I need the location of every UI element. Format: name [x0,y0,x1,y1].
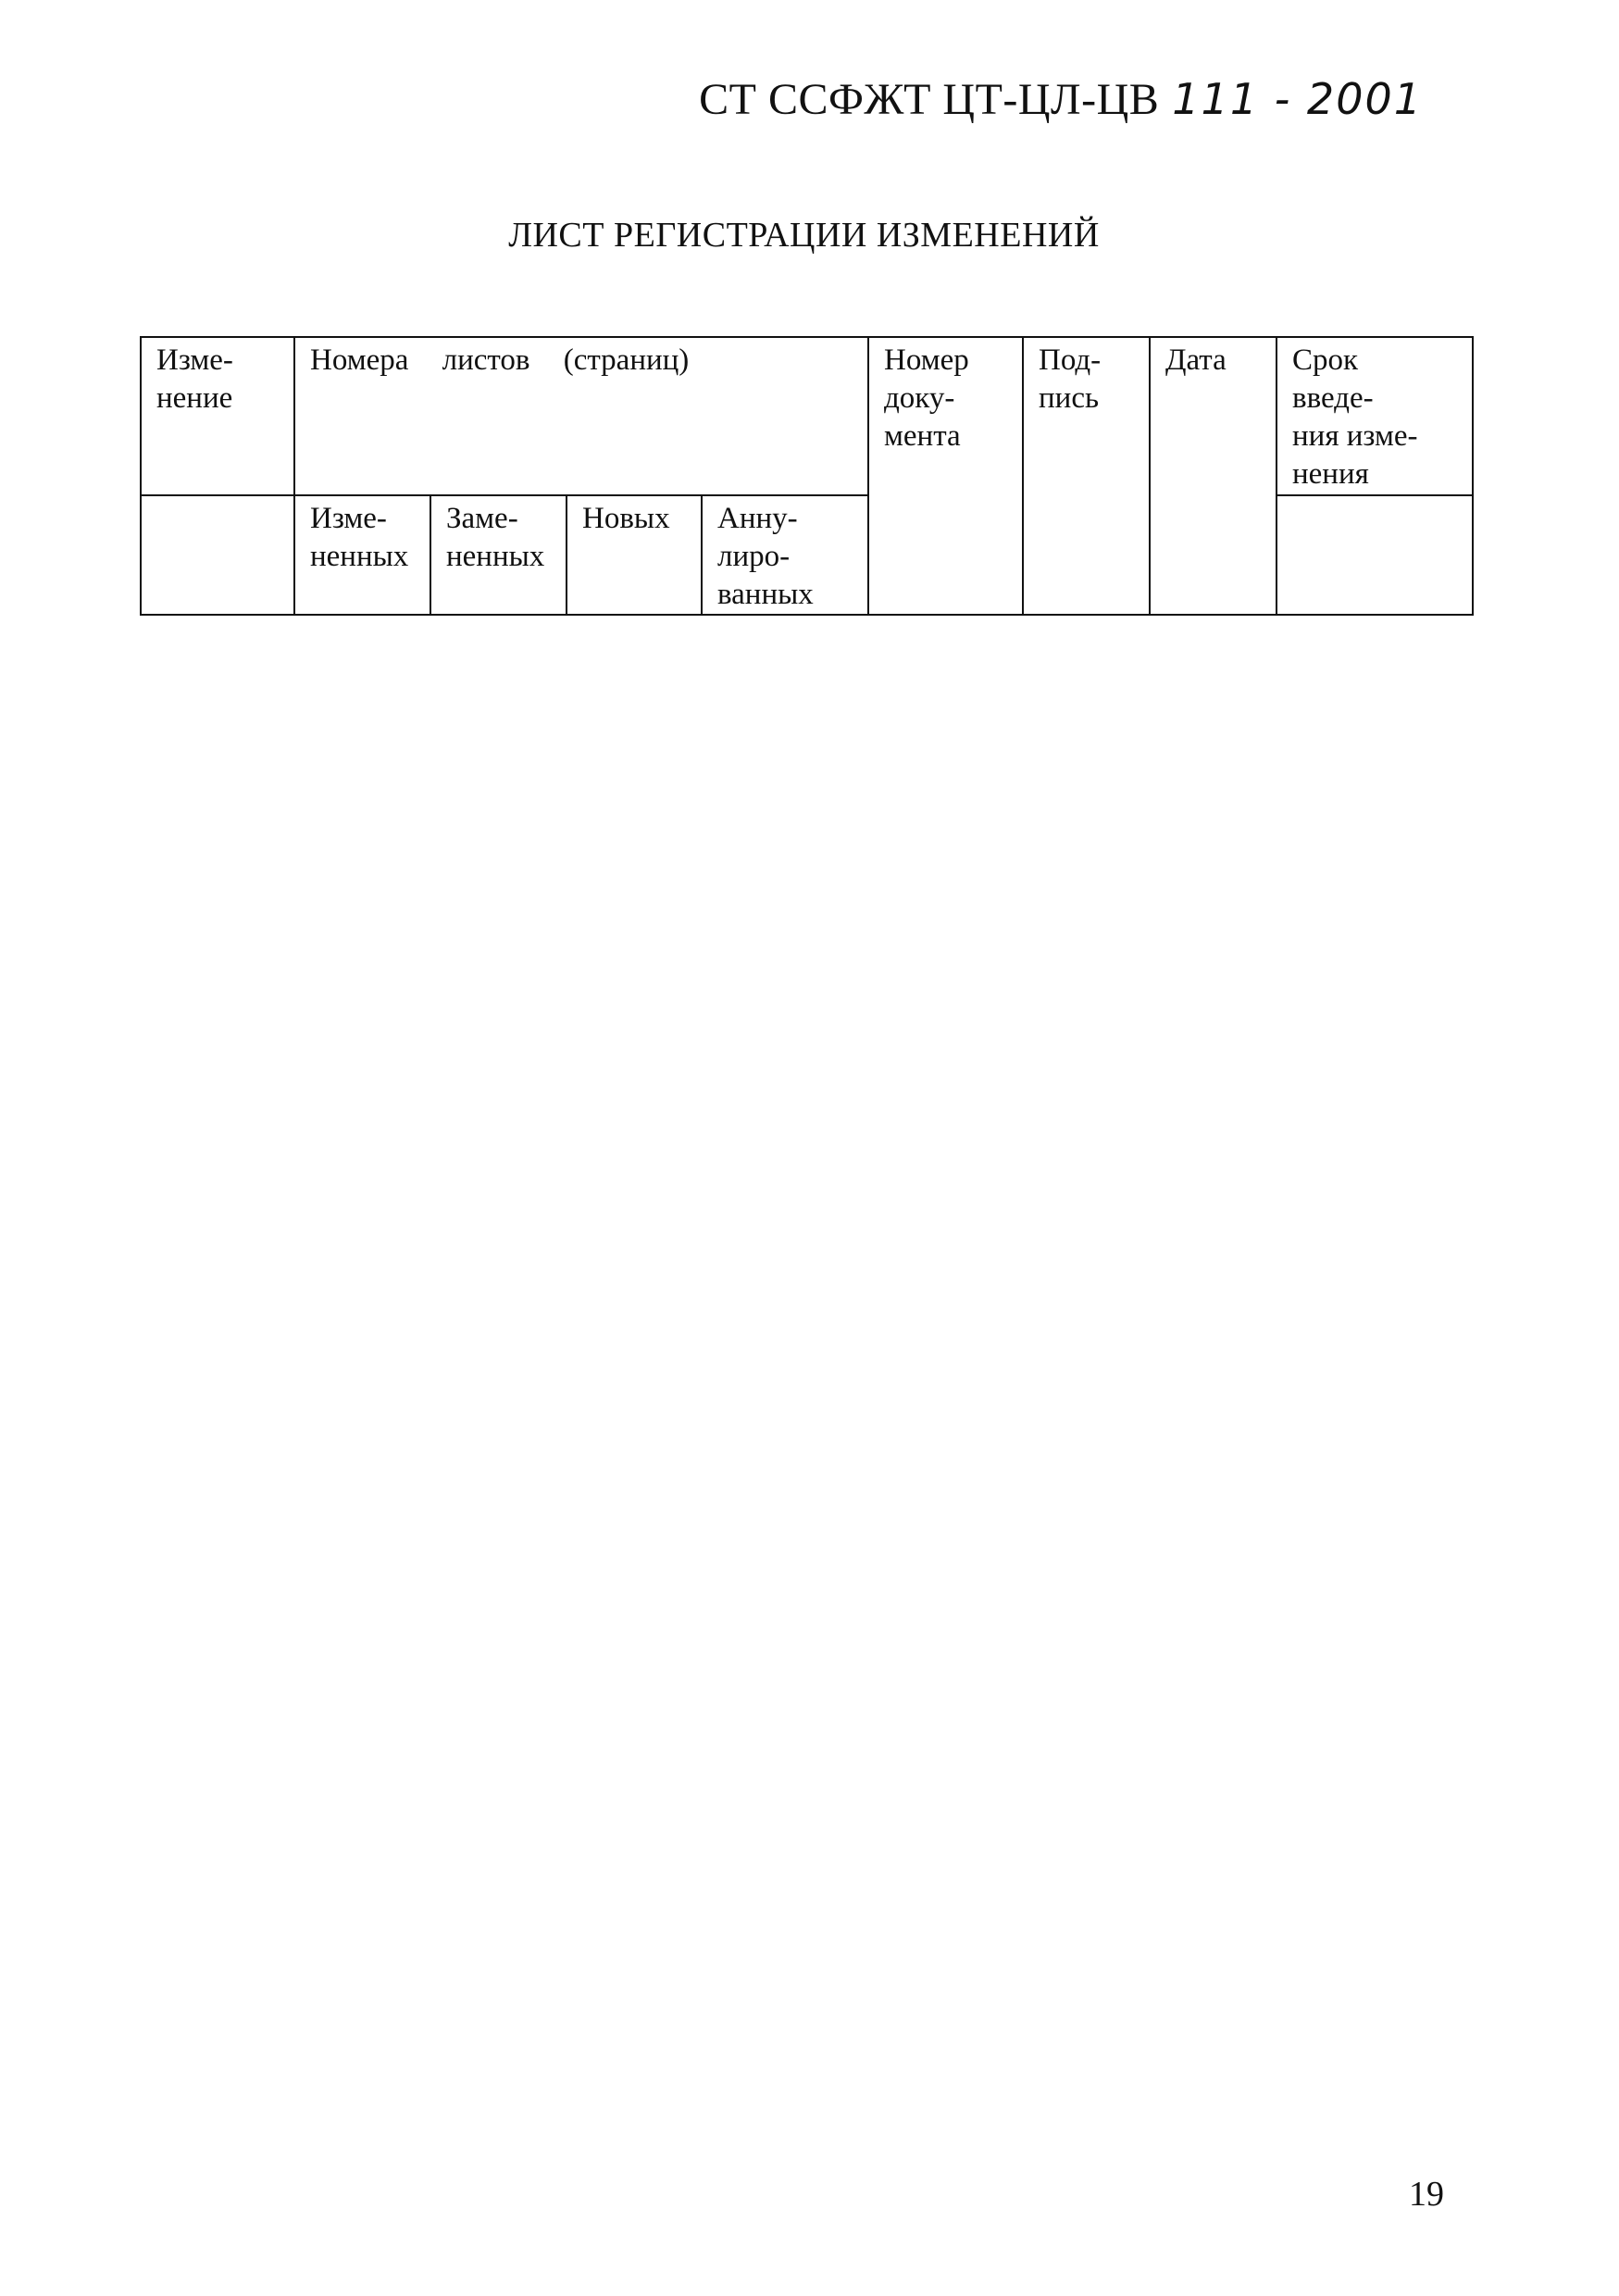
header-sheet-numbers: Номера листов (страниц) [294,337,868,495]
page-number: 19 [1409,2175,1444,2214]
subheader-change-empty [141,495,294,615]
subheader-annulled: Анну- лиро- ванных [702,495,868,615]
header-signature: Под- пись [1023,337,1150,615]
header-change: Изме- нение [141,337,294,495]
document-header [699,74,1423,125]
table-header-row [141,337,1473,495]
subheader-replaced: Заме- ненных [430,495,567,615]
handwritten-document-number: 111 - 2001 [1172,74,1423,124]
document-code: СТ ССФЖТ ЦТ-ЦЛ-ЦВ [699,75,1160,124]
page-title [0,215,1619,256]
subheader-new: Новых [567,495,702,615]
subheader-effective-date-empty [1277,495,1473,615]
subheader-changed: Изме- ненных [294,495,430,615]
page-title-text: ЛИСТ РЕГИСТРАЦИИ ИЗМЕНЕНИЙ [508,216,1100,255]
header-effective-date: Срок введе- ния изме- нения [1277,337,1473,495]
header-date: Дата [1150,337,1277,615]
change-registration-table [140,336,1474,616]
header-document-number: Номер доку- мента [868,337,1023,615]
